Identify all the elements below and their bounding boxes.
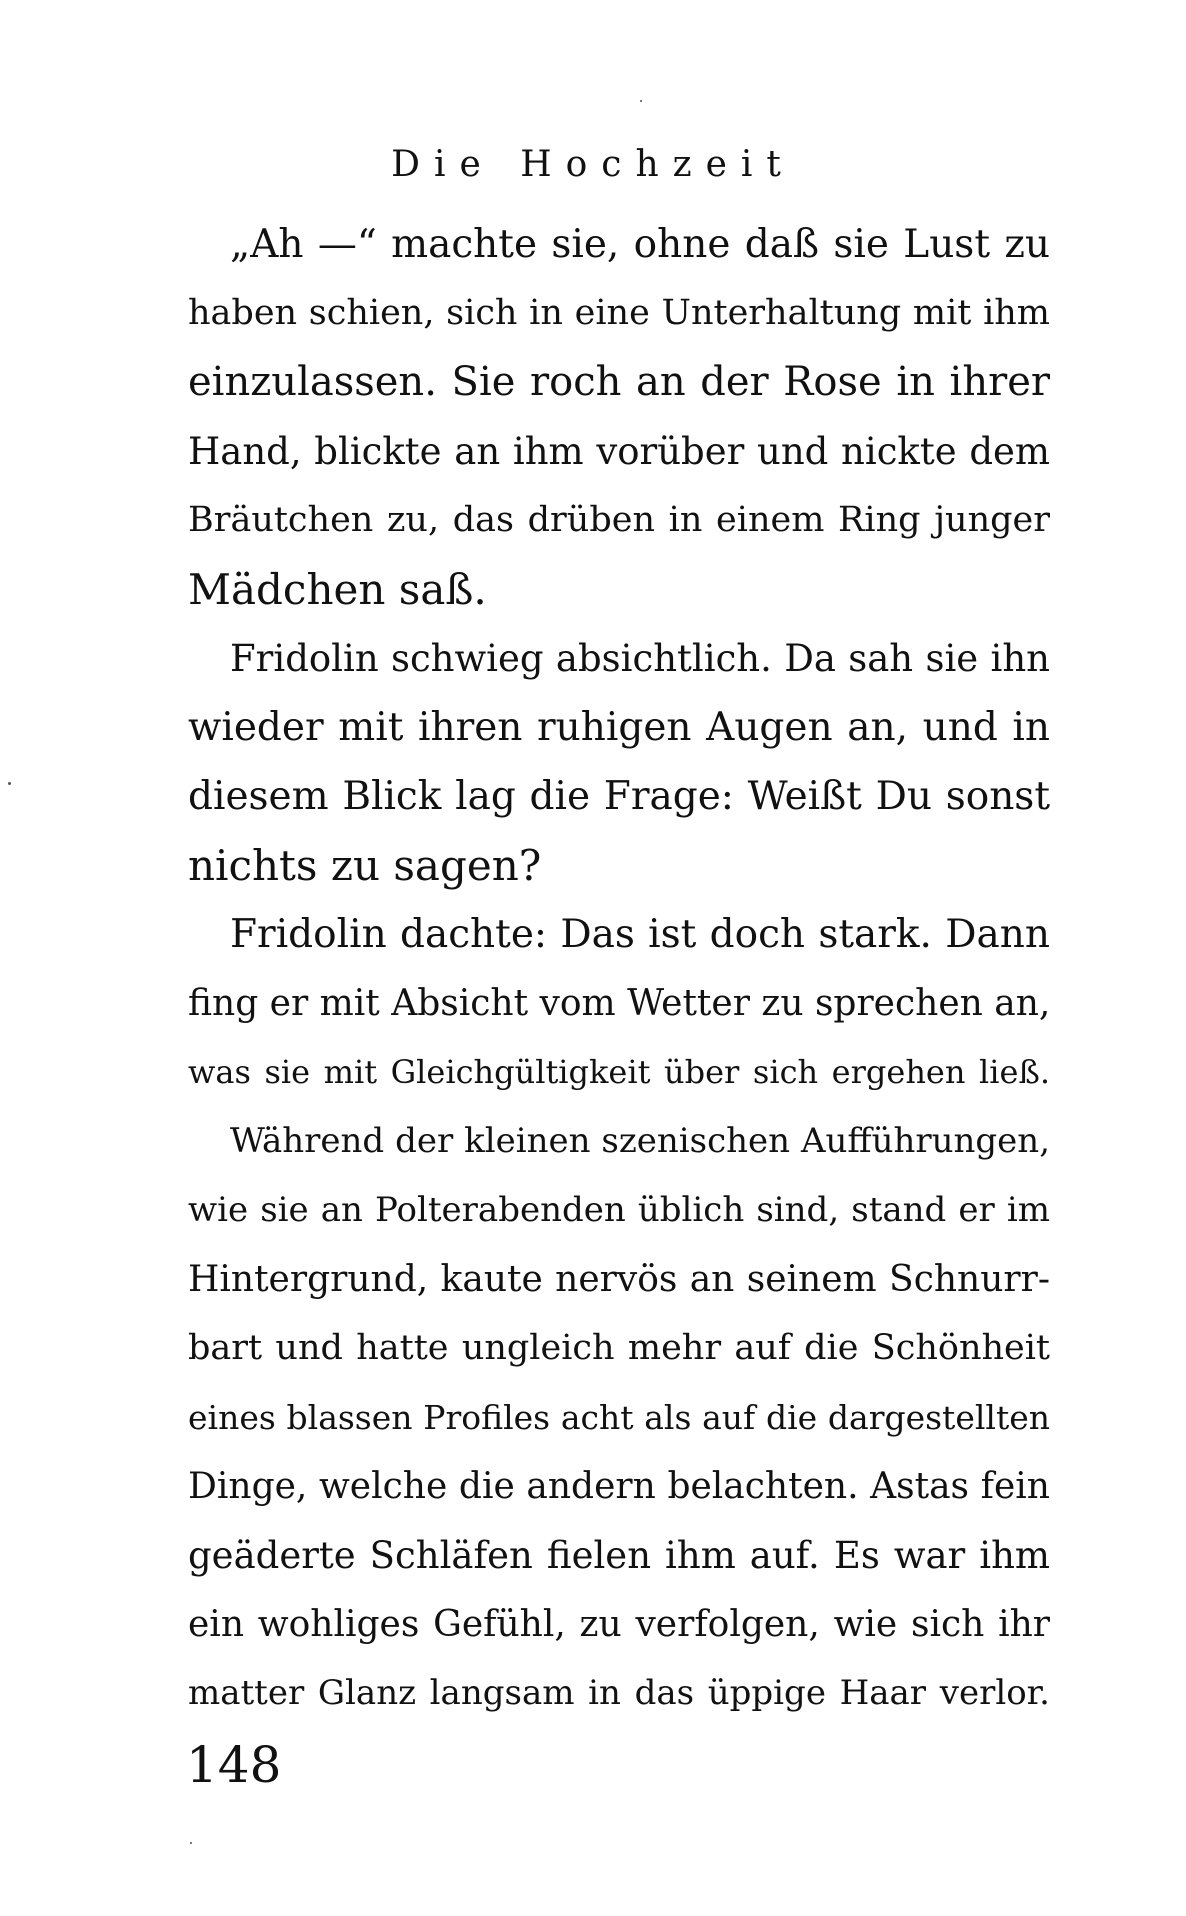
text-line: einzulassen. Sie roch an der Rose in ihrer [188,359,1050,405]
text-line: ein wohliges Gefühl, zu verfolgen, wie sich ihr [188,1604,1050,1645]
text-line: Während der kleinen szenischen Aufführungen, [230,1121,1050,1161]
text-line: wie sie an Polterabenden üblich sind, stand er im [188,1190,1050,1230]
text-line: Dinge, welche die andern belachten. Astas fein [188,1466,1050,1507]
text-line: matter Glanz langsam in das üppige Haar verlor. [188,1673,1050,1713]
text-line: eines blassen Profiles acht als auf die dargestellten [188,1398,1050,1437]
paragraph-4 [188,1107,1050,1728]
text-line: Bräutchen zu, das drüben in einem Ring junger [188,500,1050,540]
text-line: Hand, blickte an ihm vorüber und nickte dem [188,430,1050,473]
text-line: wieder mit ihren ruhigen Augen an, und in [188,705,1050,750]
running-head: Die Hochzeit [391,144,795,185]
paragraph-2 [188,624,1050,900]
text-line: geäderte Schläfen fielen ihm auf. Es war ihm [188,1534,1050,1577]
body-text [188,210,1050,1728]
text-line: „Ah —“ machte sie, ohne daß sie Lust zu [230,222,1050,267]
paper-speck [640,100,642,102]
paragraph-1 [188,210,1050,624]
text-line: nichts zu sagen? [188,841,542,890]
text-line: Fridolin dachte: Das ist doch stark. Dann [230,912,1050,957]
text-line: Fridolin schwieg absichtlich. Da sah sie ihn [230,637,1050,680]
text-line: fing er mit Absicht vom Wetter zu sprechen an, [188,983,1050,1024]
text-line: Hintergrund, kaute nervös an seinem Schnurr- [188,1259,1050,1300]
text-line: diesem Blick lag die Frage: Weißt Du sonst [188,774,1050,819]
text-line: haben schien, sich in eine Unterhaltung mit ihm [188,293,1050,333]
page-number: 148 [186,1736,282,1794]
paper-speck [190,1842,192,1844]
text-line: bart und hatte ungleich mehr auf die Schönheit [188,1328,1050,1368]
paragraph-3 [188,900,1050,1107]
text-line: Mädchen saß. [188,565,487,614]
paper-speck [8,782,11,785]
text-line: was sie mit Gleichgültigkeit über sich ergehen ließ. [188,1053,1050,1091]
